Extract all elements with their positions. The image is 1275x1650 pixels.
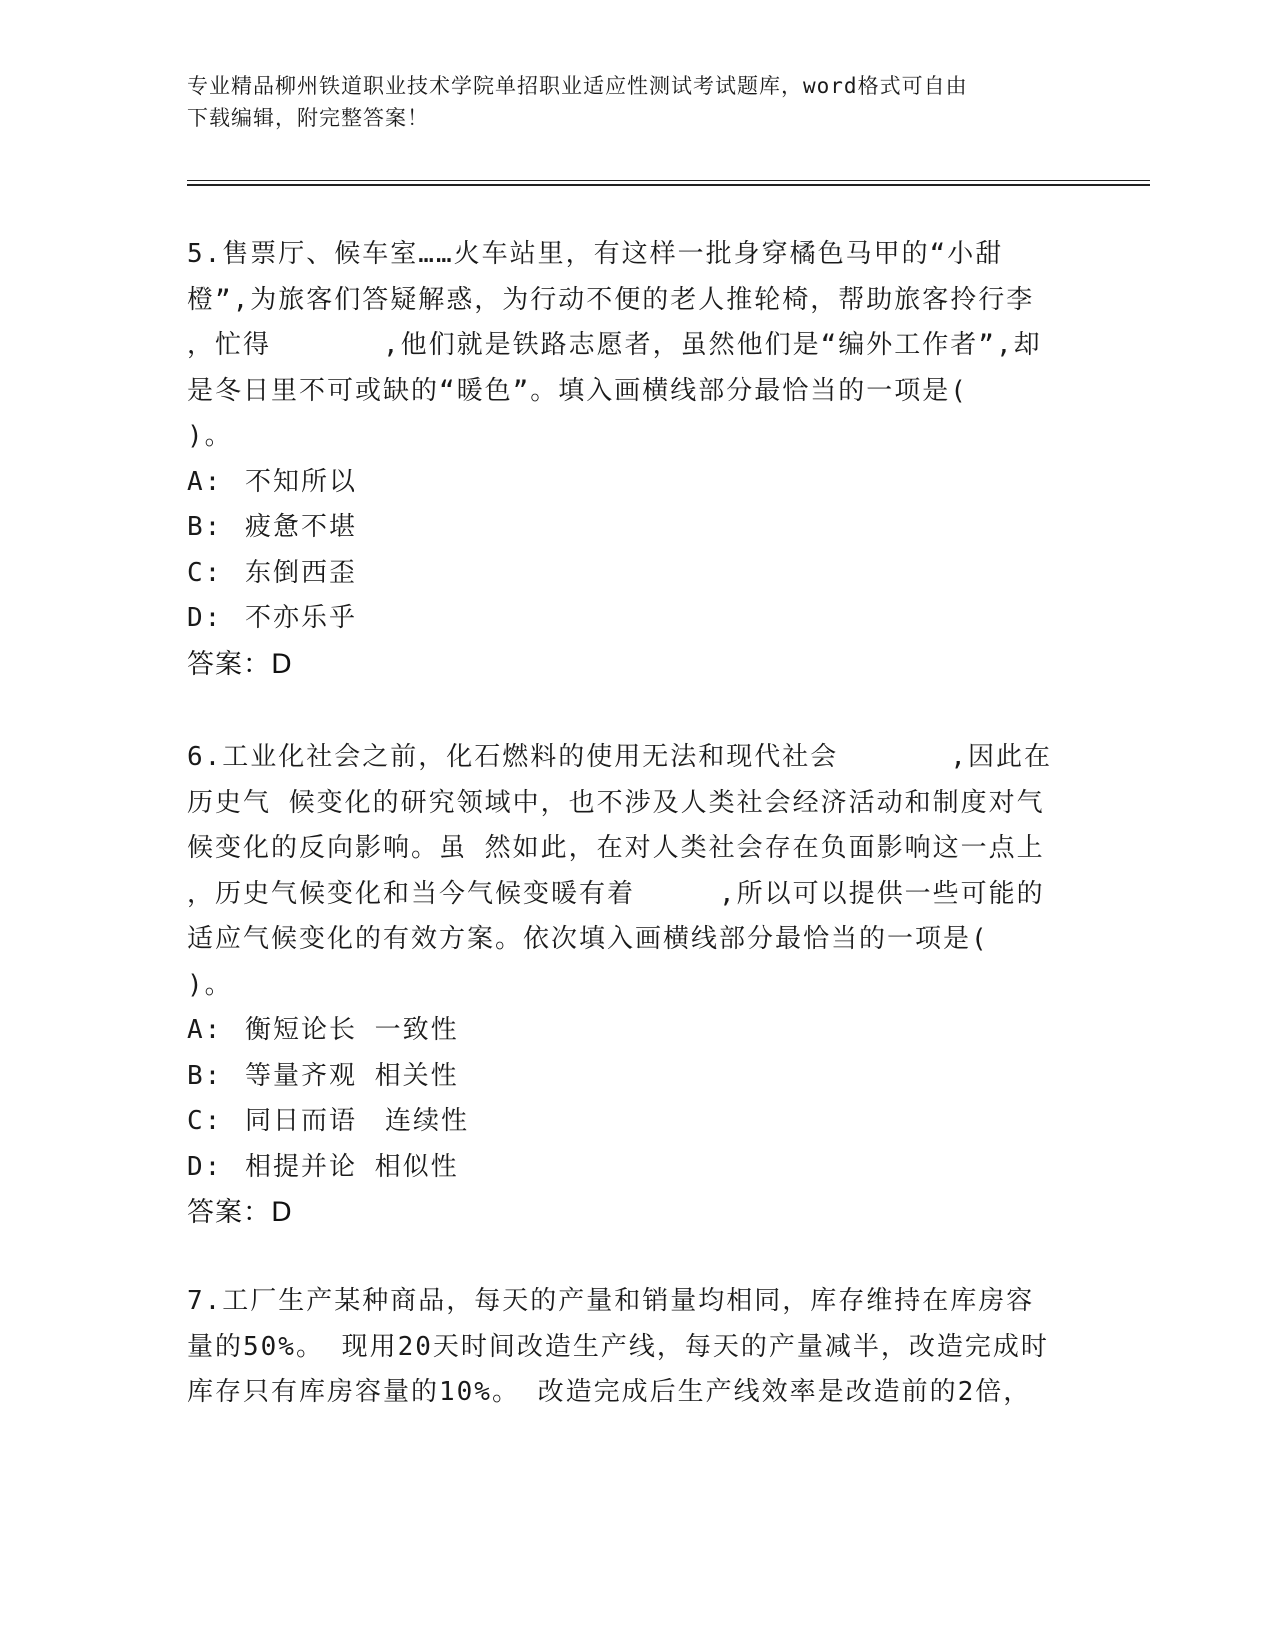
- question-7: [187, 1279, 1087, 1416]
- question-line: 历史气 候变化的研究领域中，也不涉及人类社会经济活动和制度对气: [187, 787, 1045, 818]
- option-d: [187, 596, 1087, 642]
- question-line: 5.售票厅、候车室……火车站里，有这样一批身穿橘色马甲的“小甜: [187, 239, 1004, 269]
- question-line: 是冬日里不可或缺的“暖色”。填入画横线部分最恰当的一项是(: [187, 375, 968, 406]
- option-letter: D:: [187, 603, 223, 633]
- option-letter: D:: [187, 1151, 223, 1182]
- option-a: [187, 460, 1087, 506]
- option-text: 同日而语 连续性: [245, 1106, 470, 1136]
- question-line: 6.工业化社会之前，化石燃料的使用无法和现代社会 ,因此在: [187, 742, 1052, 772]
- option-letter: A:: [187, 1015, 223, 1045]
- question-line: )。: [187, 969, 233, 1000]
- option-text: 等量齐观 相关性: [245, 1060, 459, 1091]
- option-d: [187, 1145, 1087, 1191]
- option-letter: B:: [187, 512, 223, 542]
- answer-label: 答案：D: [187, 1197, 293, 1228]
- option-text: 疲惫不堪: [245, 512, 358, 542]
- question-line: 7.工厂生产某种商品，每天的产量和销量均相同，库存维持在库房容: [187, 1286, 1035, 1316]
- header-line-2: 下载编辑，附完整答案！: [187, 106, 429, 130]
- option-letter: A:: [187, 466, 223, 497]
- option-b: [187, 505, 1087, 551]
- option-letter: C:: [187, 557, 223, 588]
- header-divider-thin: [187, 180, 1150, 181]
- option-c: [187, 551, 1087, 597]
- question-line: )。: [187, 421, 233, 451]
- question-line: 橙”,为旅客们答疑解惑，为行动不便的老人推轮椅，帮助旅客拎行李: [187, 284, 1035, 315]
- question-line: 库存只有库房容量的10%。 改造完成后生产线效率是改造前的2倍，: [187, 1377, 1032, 1407]
- option-text: 不知所以: [245, 466, 358, 497]
- question-line: ，历史气候变化和当今气候变暖有着 ,所以可以提供一些可能的: [187, 878, 1045, 909]
- option-b: [187, 1054, 1087, 1100]
- option-letter: C:: [187, 1106, 223, 1136]
- question-line: 候变化的反向影响。虽 然如此，在对人类社会存在负面影响这一点上: [187, 833, 1045, 863]
- option-text: 东倒西歪: [245, 557, 358, 588]
- option-c: [187, 1099, 1087, 1145]
- answer-label: 答案：D: [187, 648, 293, 680]
- option-text: 相提并论 相似性: [245, 1151, 459, 1182]
- question-line: ，忙得 ,他们就是铁路志愿者，虽然他们是“编外工作者”,却: [187, 330, 1042, 360]
- option-letter: B:: [187, 1060, 223, 1091]
- option-text: 不亦乐乎: [245, 603, 358, 633]
- header-divider-thick: [187, 184, 1150, 186]
- header-line-1: 专业精品柳州铁道职业技术学院单招职业适应性测试考试题库，word格式可自由: [187, 74, 968, 98]
- option-text: 衡短论长 一致性: [245, 1015, 459, 1045]
- question-line: 适应气候变化的有效方案。依次填入画横线部分最恰当的一项是(: [187, 924, 989, 954]
- document-header: [187, 70, 1087, 134]
- option-a: [187, 1008, 1087, 1054]
- question-line: 量的50%。 现用20天时间改造生产线，每天的产量减半，改造完成时: [187, 1331, 1049, 1362]
- question-6: [187, 735, 1087, 1236]
- question-5: [187, 232, 1087, 687]
